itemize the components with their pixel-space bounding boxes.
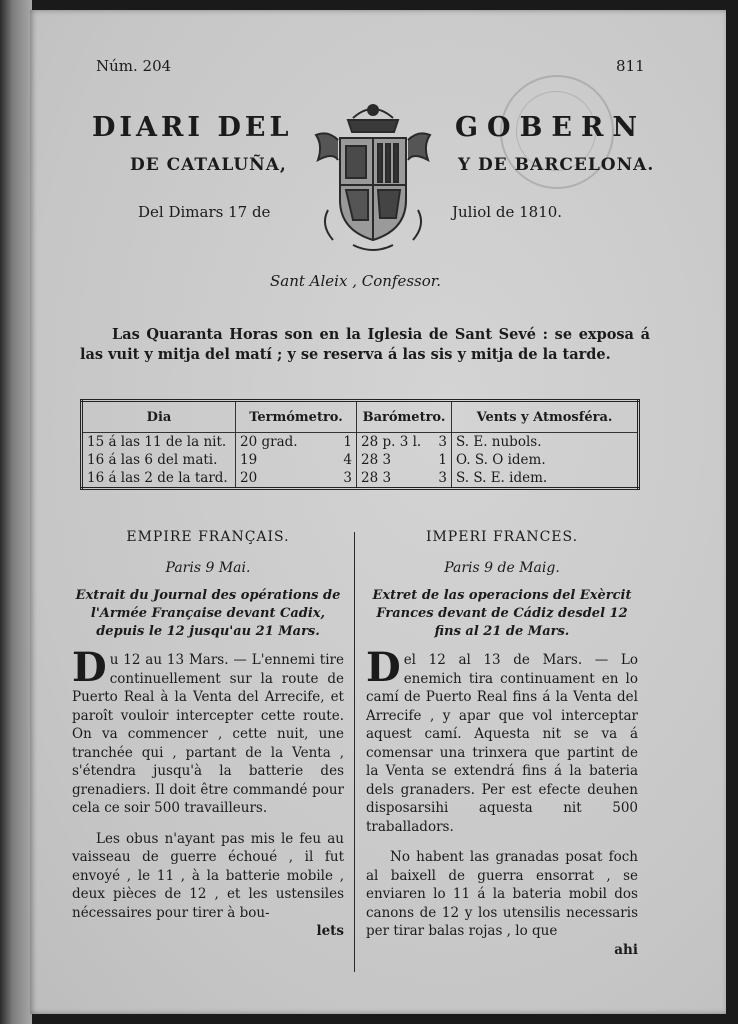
page-number: 811	[616, 57, 645, 75]
cell-vent: O. S. O idem.	[456, 452, 546, 468]
section-heading: IMPERI FRANCES.	[425, 529, 579, 545]
newspaper-page	[30, 10, 726, 1014]
masthead-title-right: GOBERN	[455, 112, 647, 143]
cell-term: 20 3	[236, 469, 357, 489]
cell-bar: 28 p. 3 l. 3	[357, 433, 452, 452]
intro-paragraph	[80, 325, 650, 365]
dateline: Paris 9 Mai.	[165, 559, 251, 576]
book-spine	[0, 0, 32, 1024]
col-dia: Dia	[82, 401, 236, 433]
catchword: ahi	[614, 941, 638, 958]
table-row	[82, 433, 639, 452]
section-heading: EMPIRE FRANÇAIS.	[126, 529, 290, 545]
catchword: lets	[316, 923, 344, 939]
table-row	[82, 469, 639, 489]
left-column-french	[72, 528, 344, 941]
coat-of-arms-icon	[298, 90, 448, 255]
cell-dia: 15 á las 11 de la nit.	[82, 433, 236, 452]
issue-number: Núm. 204	[96, 57, 172, 75]
dateline: Paris 9 de Maig.	[444, 559, 560, 576]
cell-bar: 28 3 1	[357, 451, 452, 469]
extract-title: Extrait du Journal des opérations de l'Armée Française devant Cadix, depuis le 12 jusqu'au 21 Mars.	[75, 588, 341, 639]
weather-table	[80, 399, 640, 490]
drop-cap: D	[366, 644, 401, 691]
masthead-subtitle-right: Y DE BARCELONA.	[458, 155, 655, 175]
article-paragraph: Du 12 au 13 Mars. — L'ennemi tire continuellement sur la route de Puerto Real à la Venta del Arrecife, et paroît vouloir intercepter cette route. On va commencer , cette nuit, une tranchée qui , partant de la Venta , s'étendra jusqu'à la batterie des grenadiers. Il doit être commandé pour cela ce soir 500 travailleurs.	[72, 644, 344, 816]
saint-of-the-day: Sant Aleix , Confessor.	[270, 272, 442, 290]
extract-title: Extret de las operacions del Exèrcit Frances devant de Cádiz desdel 12 fins al 21 de Mars.	[372, 588, 632, 639]
article-paragraph: Les obus n'ayant pas mis le feu au vaisseau de guerre échoué , il fut envoyé , le 11 , à la batterie mobile , deux pièces de 12 , et les ustensiles nécessaires pour tirer à bou-	[72, 830, 344, 921]
masthead-subtitle-left: DE CATALUÑA,	[130, 155, 287, 175]
table-row	[82, 451, 639, 469]
cell-term: 20 grad. 1	[236, 433, 357, 452]
cell-dia: 16 á las 6 del mati.	[82, 451, 236, 469]
cell-vent: S. S. E. idem.	[456, 470, 548, 486]
drop-cap: D	[72, 644, 107, 691]
cell-vent: S. E. nubols.	[456, 434, 542, 450]
cell-bar: 28 3 3	[357, 469, 452, 489]
col-barometro: Barómetro.	[357, 401, 452, 433]
date-right: Juliol de 1810.	[452, 203, 563, 221]
cell-term: 19 4	[236, 451, 357, 469]
weather-header-row	[82, 401, 639, 433]
date-left: Del Dimars 17 de	[138, 203, 271, 221]
column-divider	[354, 532, 355, 972]
col-termometro: Termómetro.	[236, 401, 357, 433]
cell-dia: 16 á las 2 de la tard.	[82, 469, 236, 489]
article-paragraph: No habent las granadas posat foch al baixell de guerra ensorrat , se enviaren lo 11 á la bateria mobil dos canons de 12 y los utensilis necessaris per tirar balas rojas , lo que	[366, 849, 638, 939]
right-column-catalan	[366, 528, 638, 959]
col-vents: Vents y Atmosféra.	[452, 401, 639, 433]
masthead-title-left: DIARI DEL	[92, 112, 293, 143]
intro-text: Las Quaranta Horas son en la Iglesia de Sant Sevé : se exposa á las vuit y mitja del matí ; y se reserva á las sis y mitja de la tarde.	[80, 325, 650, 363]
article-paragraph: Del 12 al 13 de Mars. — Lo enemich tira continuament en lo camí de Puerto Real fins á la Venta del Arrecife , y apar que vol interceptar aquest camí. Aquesta nit se va á comensar una trinxera que partint de la Venta se extendrá fins á la bateria dels granaders. Per est efecte deuhen disposarsihi aquesta nit 500 traballadors.	[366, 644, 638, 835]
